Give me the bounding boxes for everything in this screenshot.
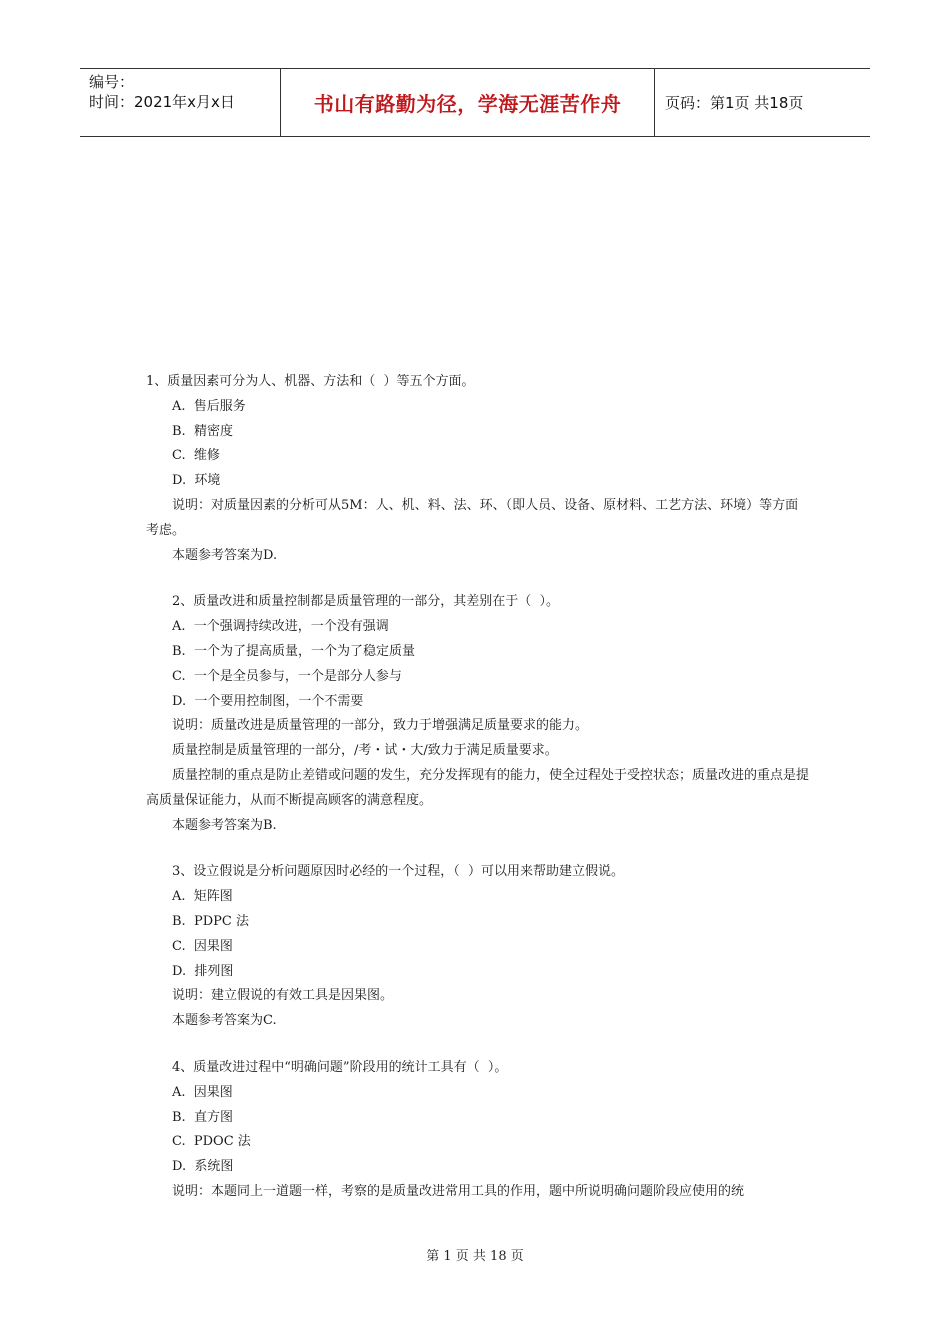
option-b: B. 精密度 [172,423,233,439]
option-a: A. 矩阵图 [172,889,233,905]
option-b: B. 一个为了提高质量，一个为了稳定质量 [172,643,415,659]
question-stem: 2、质量改进和质量控制都是质量管理的一部分，其差别在于（ ）。 [172,594,560,610]
option-b: B. 直方图 [172,1109,233,1125]
header-motto: 书山有路勤为径，学海无涯苦作舟 [281,69,655,136]
number-label: 编号： [89,73,135,91]
answer: 本题参考答案为B. [172,817,277,833]
answer: 本题参考答案为D. [172,547,278,563]
explanation: 说明：对质量因素的分析可从5M：人、机、料、法、环、（即人员、设备、原材料、工艺方法、环境）等方面考虑。 [146,497,799,538]
explanation: 说明：本题同上一道题一样，考察的是质量改进常用工具的作用，题中所说明确问题阶段应使用的统 [172,1183,745,1199]
question-4 [146,1056,810,1205]
question-stem: 1、质量因素可分为人、机器、方法和（ ）等五个方面。 [146,374,475,389]
option-d: D. 排列图 [172,963,234,979]
explanation: 质量控制是质量管理的一部分，/考・试・大/致力于满足质量要求。 [172,743,558,759]
question-3 [146,860,810,1034]
question-list [146,370,810,1227]
option-a: A. 售后服务 [172,398,246,414]
explanation: 质量控制的重点是防止差错或问题的发生，充分发挥现有的能力，使全过程处于受控状态；质量改进的重点是提高质量保证能力，从而不断提高顾客的满意程度。 [146,767,810,808]
page-header [80,68,870,137]
option-c: C. 维修 [172,448,220,464]
option-a: A. 因果图 [172,1084,233,1100]
header-meta [80,69,281,136]
page-footer: 第 1 页 共 18 页 [426,1249,524,1264]
explanation: 说明：建立假说的有效工具是因果图。 [172,988,394,1004]
option-d: D. 系统图 [172,1159,234,1175]
question-stem: 3、设立假说是分析问题原因时必经的一个过程，（ ）可以用来帮助建立假说。 [172,864,625,880]
answer: 本题参考答案为C. [172,1013,277,1029]
option-d: D. 环境 [172,473,221,489]
option-d: D. 一个要用控制图，一个不需要 [172,693,364,709]
option-c: C. 一个是全员参与，一个是部分人参与 [172,668,402,684]
header-page-number: 页码：第1页 共18页 [665,94,804,112]
option-b: B. PDPC 法 [172,913,249,929]
time-label: 时间：2021年x月x日 [89,93,235,111]
option-c: C. PDOC 法 [172,1134,251,1150]
option-c: C. 因果图 [172,938,233,954]
question-stem: 4、质量改进过程中“明确问题”阶段用的统计工具有（ ）。 [172,1059,508,1075]
question-2 [146,590,810,838]
explanation: 说明：质量改进是质量管理的一部分，致力于增强满足质量要求的能力。 [172,718,589,734]
question-1 [146,370,810,568]
option-a: A. 一个强调持续改进，一个没有强调 [172,619,389,635]
